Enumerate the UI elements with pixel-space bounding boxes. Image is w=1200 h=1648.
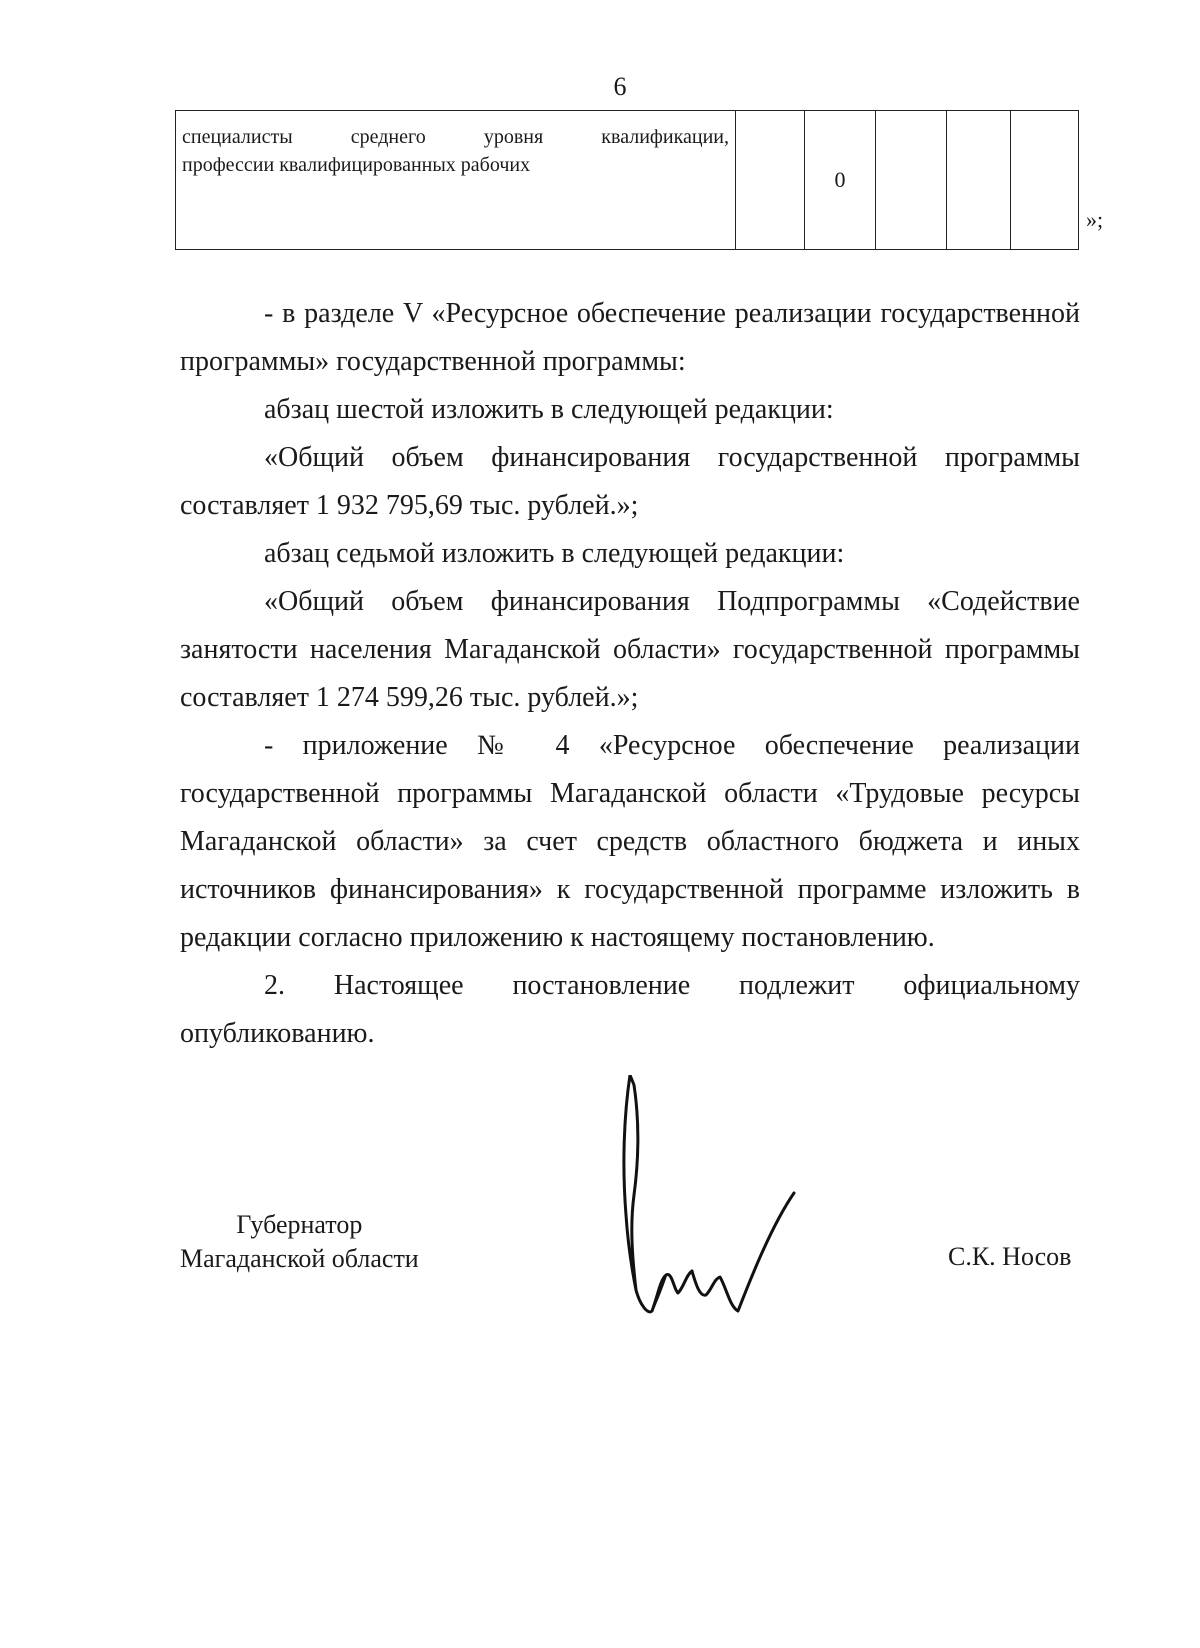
table-cell-empty <box>876 111 947 250</box>
paragraph-abzac-7-intro: абзац седьмой изложить в следующей редакции: <box>264 538 845 569</box>
paragraph-abzac-6-text: «Общий объем финансирования государственной программы составляет 1 932 795,69 тыс. рублей.»; <box>180 442 1080 521</box>
description-line-2: профессии квалифицированных рабочих <box>182 154 531 176</box>
signatory-title-line-2: Магаданской области <box>180 1244 419 1273</box>
paragraph-section-v: - в разделе V «Ресурсное обеспечение реализации государственной программы» государственной программы: <box>180 298 1080 377</box>
paragraph-appendix-4: - приложение № 4 «Ресурсное обеспечение реализации государственной программы Магаданской области «Трудовые ресурсы Магаданской области» за счет средств областного бюджета и иных источников финансирования» к государственной программе изложить в редакции согласно приложению к настоящему постановлению. <box>180 730 1080 953</box>
table-cell-empty <box>947 111 1011 250</box>
table-cell-empty <box>736 111 805 250</box>
table-cell-value: 0 <box>805 111 876 250</box>
description-line-1: специалисты среднего уровня квалификации, <box>182 126 729 148</box>
signer-name: С.К. Носов <box>948 1242 1072 1271</box>
signature-icon <box>622 1075 822 1325</box>
table-cell-description <box>176 111 736 250</box>
table-excerpt <box>175 110 1079 250</box>
signatory-title-line-1: Губернатор <box>236 1210 363 1239</box>
table-row <box>176 111 1079 250</box>
table-closing-quote: »; <box>1086 207 1104 232</box>
handwritten-signature <box>622 1075 822 1330</box>
table-cell-empty <box>1011 111 1079 250</box>
paragraph-abzac-7-text: «Общий объем финансирования Подпрограммы «Содействие занятости населения Магаданской области» государственной программы составляет 1 274 599,26 тыс. рублей.»; <box>180 586 1080 713</box>
paragraph-abzac-6-intro: абзац шестой изложить в следующей редакции: <box>264 394 834 425</box>
paragraph-publication: 2. Настоящее постановление подлежит официальному опубликованию. <box>180 970 1080 1049</box>
page-number: 6 <box>613 72 627 101</box>
document-body <box>180 290 1080 1058</box>
signatory-title <box>180 1208 419 1276</box>
data-table <box>175 110 1079 250</box>
